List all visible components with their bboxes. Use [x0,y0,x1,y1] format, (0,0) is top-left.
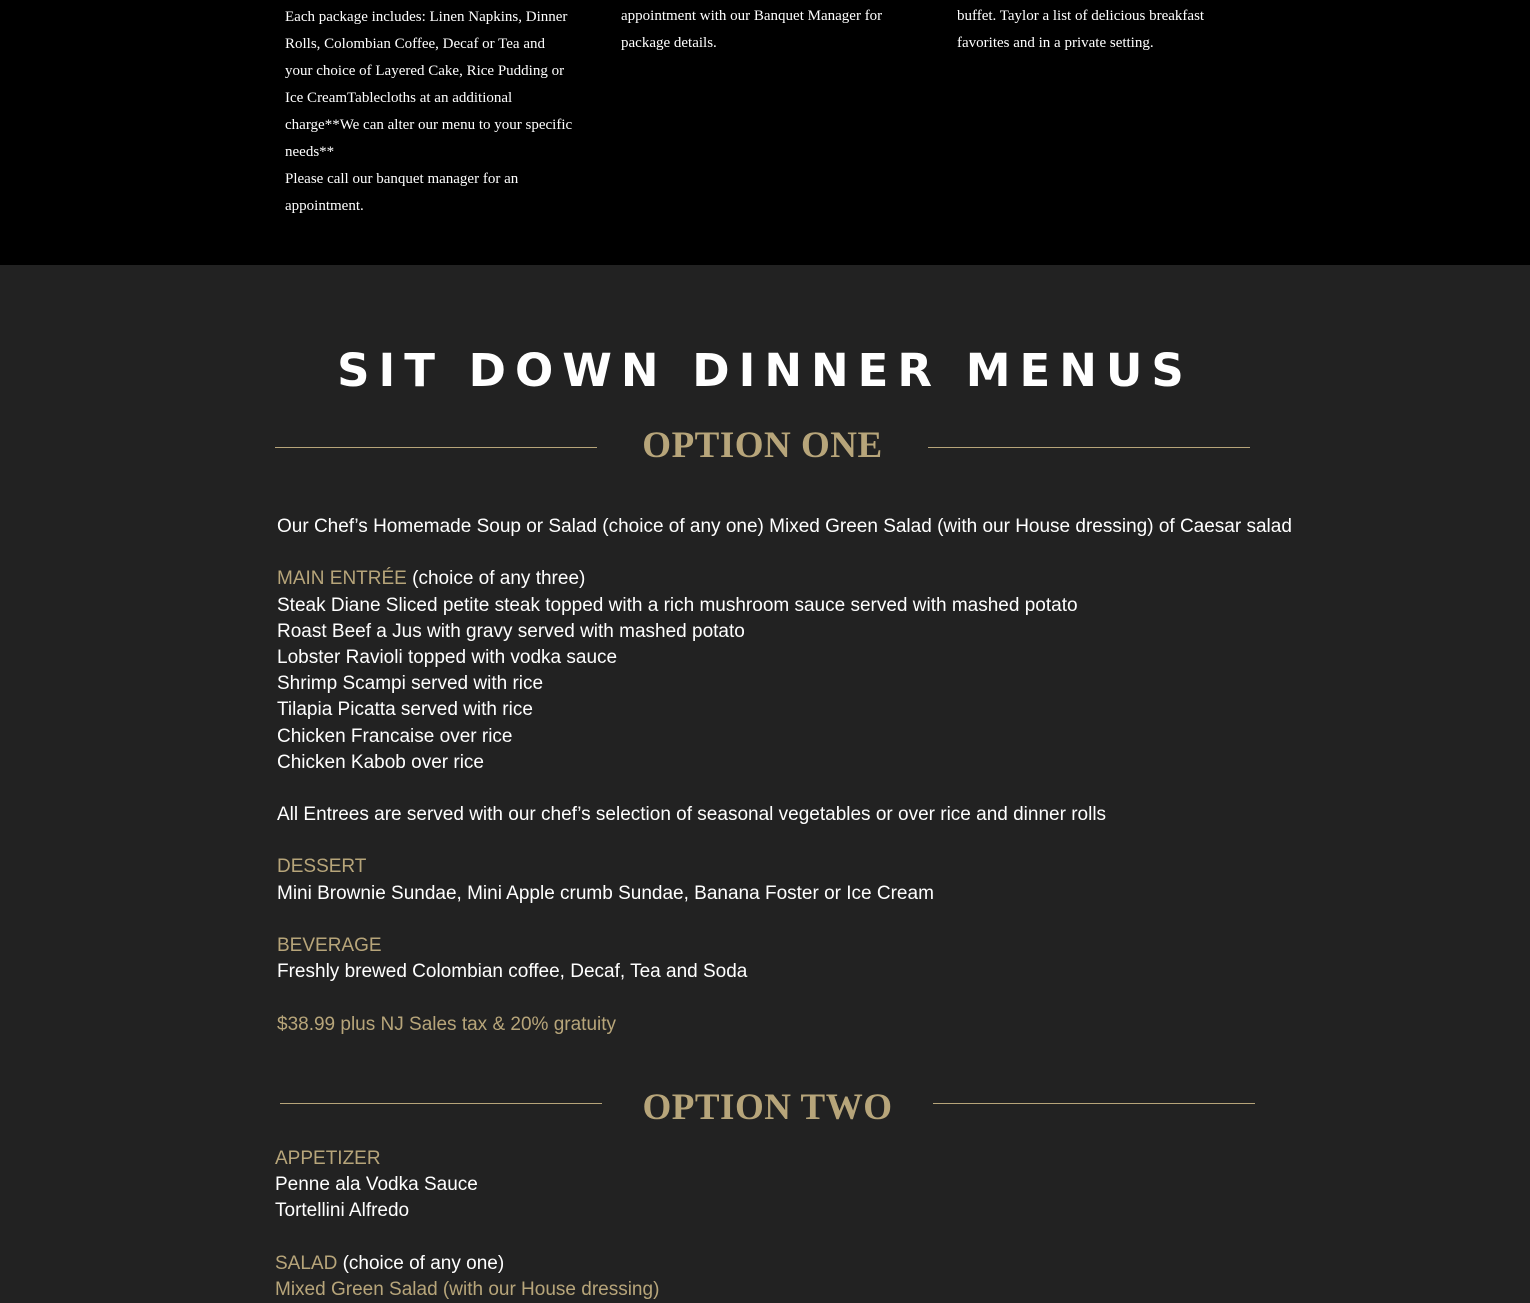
breakfast-buffet-column [957,3,1247,57]
option-one-left-rule [275,447,597,448]
entree-item: Chicken Kabob over rice [277,751,484,773]
entree-item: Chicken Francaise over rice [277,725,513,747]
banquet-manager-column [621,3,911,57]
package-includes-text: Each package includes: Linen Napkins, Dinner Rolls, Colombian Coffee, Decaf or Tea and your choice of Layered Cake, Rice Pudding or Ice CreamTablecloths at an additional charge**We can alter our menu to your specific needs** [285,9,573,160]
salad-note: (choice of any one) [337,1252,505,1274]
option-one-menu [277,514,1292,1038]
soup-salad-line: Our Chef’s Homemade Soup or Salad (choice of any one) Mixed Green Salad (with our House dressing) of Caesar salad [277,516,1292,537]
salad-item-text: Mixed Green Salad (with our House dressing) [275,1278,660,1300]
option-two-heading: OPTION TWO [642,1087,893,1128]
entree-item: Steak Diane Sliced petite steak topped with a rich mushroom sauce served with mashed potato [277,594,1078,616]
main-entree-label: MAIN ENTRÉE [277,568,407,590]
beverage-label: BEVERAGE [277,935,382,956]
option-two-right-rule [933,1103,1255,1104]
main-entree-header [277,566,1277,592]
entrees-note: All Entrees are served with our chef’s selection of seasonal vegetables or over rice and dinner rolls [277,804,1107,826]
option-two-left-rule [280,1103,602,1104]
salad-label: SALAD [275,1252,338,1274]
package-includes-column [285,4,575,220]
dessert-text: Mini Brownie Sundae, Mini Apple crumb Sundae, Banana Foster or Ice Cream [277,882,934,904]
entree-item: Roast Beef a Jus with gravy served with mashed potato [277,620,745,642]
entree-item: Lobster Ravioli topped with vodka sauce [277,646,618,668]
salad-header [275,1251,1275,1277]
option-one-right-rule [928,447,1250,448]
appetizer-item: Tortellini Alfredo [275,1200,410,1222]
option-two-menu [275,1146,1275,1303]
call-manager-text: Please call our banquet manager for an appointment. [285,171,519,214]
option-one-price: $38.99 plus NJ Sales tax & 20% gratuity [277,1013,617,1035]
option-one-heading: OPTION ONE [642,425,883,466]
dessert-label: DESSERT [277,856,367,878]
page-title: SIT DOWN DINNER MENUS [337,344,1193,397]
breakfast-buffet-text: buffet. Taylor a list of delicious breakfast favorites and in a private setting. [957,8,1205,51]
salad-item [275,1277,1275,1303]
entree-item: Tilapia Picatta served with rice [277,699,533,721]
packages-info-band [0,0,1530,265]
appetizer-label: APPETIZER [275,1148,381,1169]
entree-item: Shrimp Scampi served with rice [277,673,544,695]
banquet-manager-text: appointment with our Banquet Manager for package details. [621,8,883,51]
beverage-text: Freshly brewed Colombian coffee, Decaf, Tea and Soda [277,961,748,983]
main-entree-note: (choice of any three) [406,568,586,590]
appetizer-item: Penne ala Vodka Sauce [275,1174,478,1196]
